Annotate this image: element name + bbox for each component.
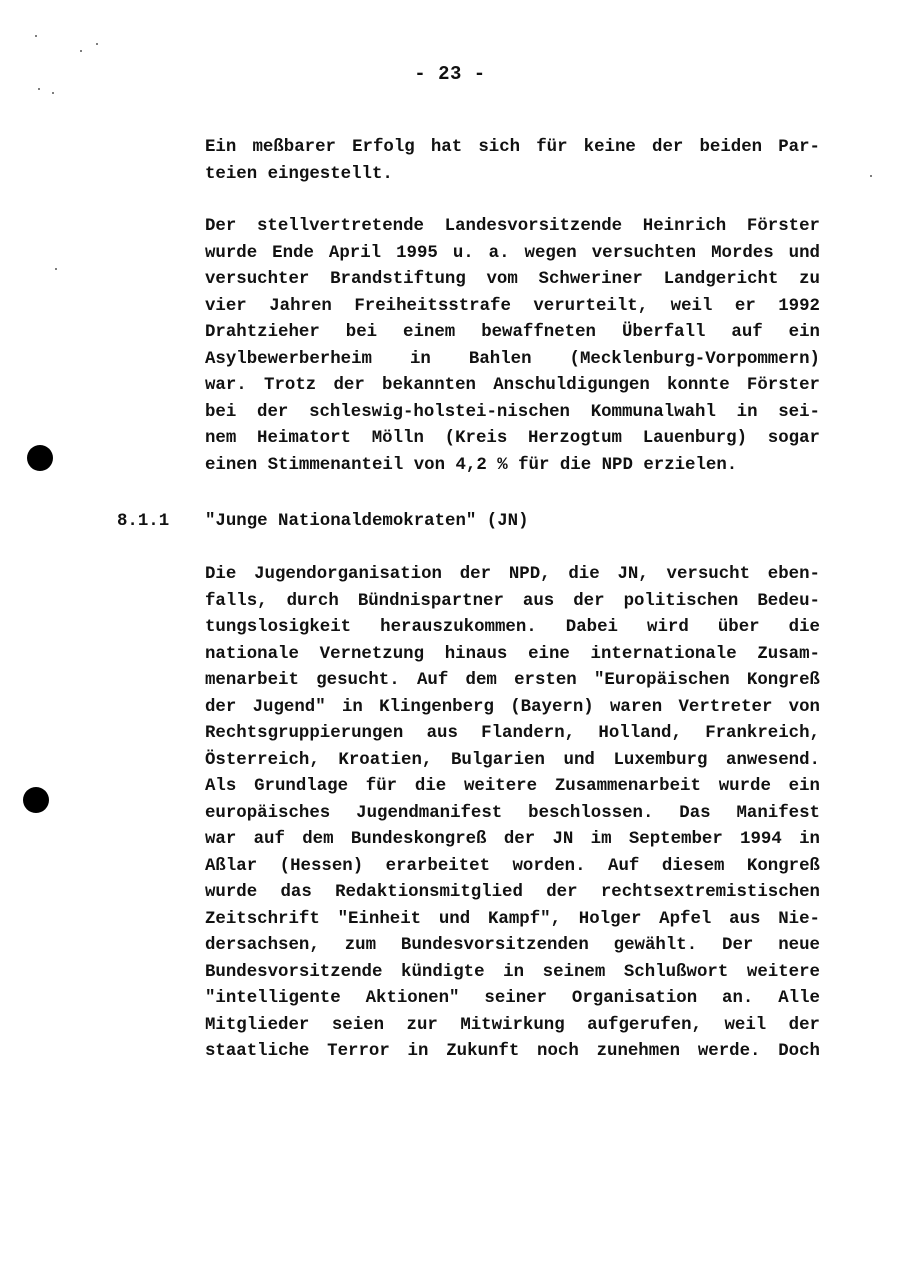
text-line: wurde das Redaktionsmitglied der rechtsextremistischen (205, 883, 820, 902)
text-line: Rechtsgruppierungen aus Flandern, Holland, Frankreich, (205, 724, 820, 743)
text-line: Der stellvertretende Landesvorsitzende Heinrich Förster (205, 217, 820, 236)
text-line: menarbeit gesucht. Auf dem ersten "Europäischen Kongreß (205, 671, 820, 690)
paragraph-3 (205, 562, 820, 1066)
text-line: Bundesvorsitzende kündigte in seinem Schlußwort weitere (205, 962, 820, 982)
section-number: 8.1.1 (117, 512, 170, 531)
text-line: dersachsen, zum Bundesvorsitzenden gewählt. Der neue (205, 936, 820, 955)
text-line: europäisches Jugendmanifest beschlossen. Das Manifest (205, 803, 820, 823)
scan-speck (35, 35, 37, 37)
text-line: Österreich, Kroatien, Bulgarien und Luxemburg anwesend. (205, 750, 820, 770)
text-line: Drahtzieher bei einem bewaffneten Überfall auf ein (205, 323, 820, 342)
scan-speck (80, 50, 82, 52)
text-line: bei der schleswig-holstei-nischen Kommunalwahl in sei- (205, 402, 820, 422)
scan-speck (55, 268, 57, 270)
text-line: Mitglieder seien zur Mitwirkung aufgerufen, weil der (205, 1015, 820, 1035)
text-line: Die Jugendorganisation der NPD, die JN, versucht eben- (205, 565, 820, 584)
text-line: nationale Vernetzung hinaus eine internationale Zusam- (205, 644, 820, 664)
punch-hole-lower (23, 787, 49, 813)
text-line: tungslosigkeit herauszukommen. Dabei wird über die (205, 618, 820, 637)
section-title: "Junge Nationaldemokraten" (JN) (205, 512, 529, 531)
text-line: teien eingestellt. (205, 164, 393, 184)
paragraph-2 (205, 214, 820, 479)
text-line: wurde Ende April 1995 u. a. wegen versuchten Mordes und (205, 243, 820, 263)
text-line: staatliche Terror in Zukunft noch zunehmen werde. Doch (205, 1042, 820, 1061)
scan-speck (52, 92, 54, 94)
punch-hole-upper (27, 445, 53, 471)
text-line: war. Trotz der bekannten Anschuldigungen konnte Förster (205, 376, 820, 395)
page-number: - 23 - (414, 63, 486, 85)
scan-speck (38, 88, 40, 90)
text-line: Ein meßbarer Erfolg hat sich für keine der beiden Par- (205, 138, 820, 157)
scan-speck (96, 43, 98, 45)
text-line: Zeitschrift "Einheit und Kampf", Holger Apfel aus Nie- (205, 909, 820, 929)
text-line: falls, durch Bündnispartner aus der politischen Bedeu- (205, 591, 820, 611)
text-line: Aßlar (Hessen) erarbeitet worden. Auf diesem Kongreß (205, 856, 820, 876)
text-line: einen Stimmenanteil von 4,2 % für die NPD erzielen. (205, 455, 738, 475)
text-line: vier Jahren Freiheitsstrafe verurteilt, weil er 1992 (205, 296, 820, 316)
text-line: versuchter Brandstiftung vom Schweriner Landgericht zu (205, 270, 820, 289)
text-line: war auf dem Bundeskongreß der JN im September 1994 in (205, 830, 820, 849)
text-line: nem Heimatort Mölln (Kreis Herzogtum Lauenburg) sogar (205, 429, 820, 448)
paragraph-1 (205, 135, 820, 188)
text-line: der Jugend" in Klingenberg (Bayern) waren Vertreter von (205, 697, 820, 717)
text-line: Asylbewerberheim in Bahlen (Mecklenburg-Vorpommern) (205, 349, 820, 369)
scan-speck (870, 175, 872, 177)
text-line: Als Grundlage für die weitere Zusammenarbeit wurde ein (205, 777, 820, 796)
text-line: "intelligente Aktionen" seiner Organisation an. Alle (205, 989, 820, 1008)
